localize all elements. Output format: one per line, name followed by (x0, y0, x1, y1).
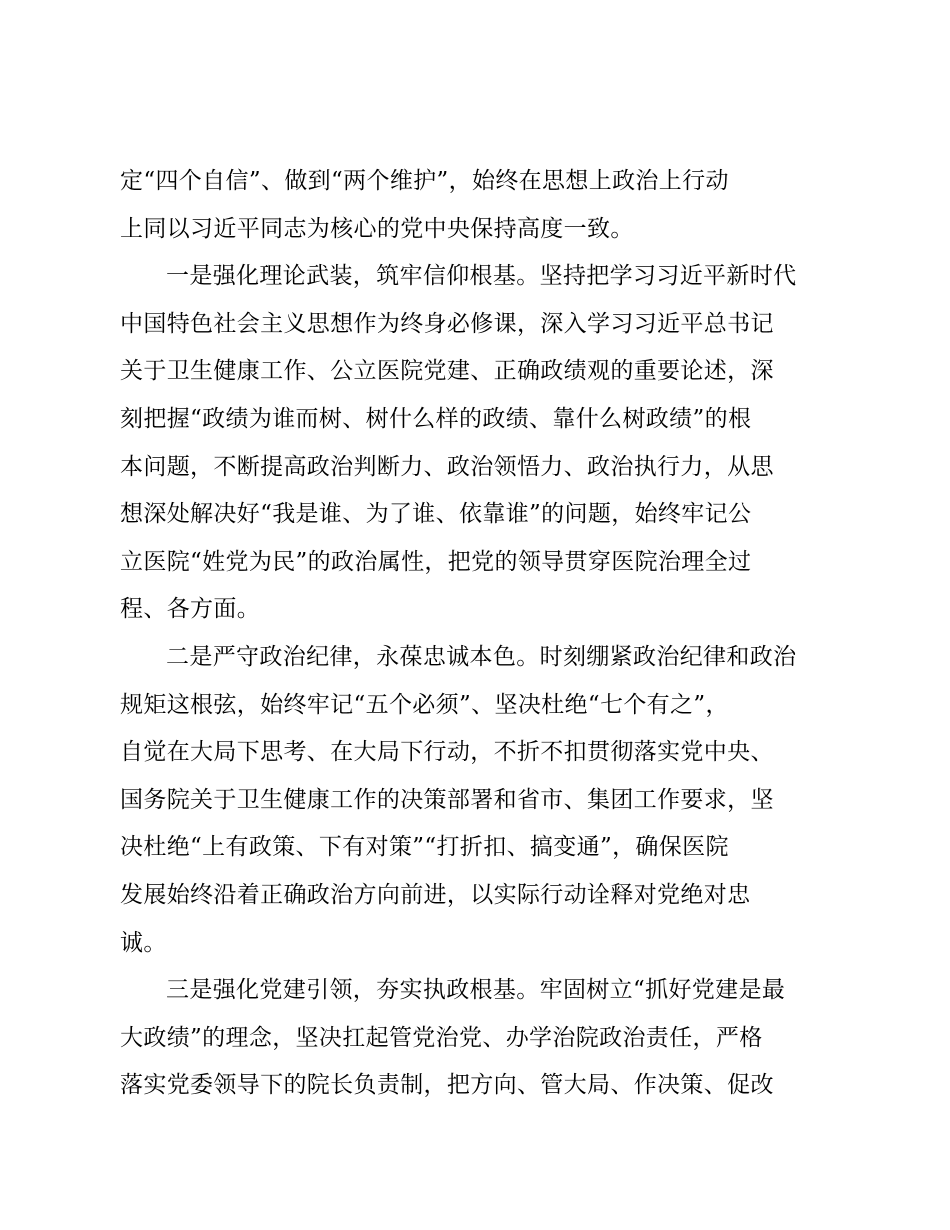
text-line: 中国特色社会主义思想作为终身必修课，深入学习习近平总书记 (120, 310, 774, 337)
text-line: 上同以习近平同志为核心的党中央保持高度一致。 (120, 215, 634, 242)
text-line: 三是强化党建引领，夯实执政根基。牢固树立“抓好党建是最 (166, 977, 786, 1004)
text-line: 国务院关于卫生健康工作的决策部署和省市、集团工作要求，坚 (120, 786, 774, 813)
paragraph-point-three (120, 967, 834, 1110)
text-line: 程、各方面。 (120, 596, 261, 623)
text-line: 决杜绝“上有政策、下有对策”“打折扣、搞变通”，确保医院 (120, 834, 729, 861)
paragraph-intro-continued (120, 158, 834, 253)
text-line: 刻把握“政绩为谁而树、树什么样的政绩、靠什么树政绩”的根 (120, 405, 752, 432)
text-line: 规矩这根弦，始终牢记“五个必须”、坚决杜绝“七个有之”， (120, 691, 729, 718)
text-line: 发展始终沿着正确政治方向前进，以实际行动诠释对党绝对忠 (120, 881, 751, 908)
text-line: 一是强化理论武装，筑牢信仰根基。坚持把学习习近平新时代 (166, 263, 797, 290)
paragraph-point-two (120, 634, 834, 967)
text-line: 立医院“姓党为民”的政治属性，把党的领导贯穿医院治理全过 (120, 548, 752, 575)
text-line: 诚。 (120, 929, 167, 956)
text-line: 二是严守政治纪律，永葆忠诚本色。时刻绷紧政治纪律和政治 (166, 643, 797, 670)
paragraph-point-one (120, 253, 834, 634)
text-line: 落实党委领导下的院长负责制，把方向、管大局、作决策、促改 (120, 1072, 774, 1099)
text-line: 自觉在大局下思考、在大局下行动，不折不扣贯彻落实党中央、 (120, 739, 774, 766)
text-line: 想深处解决好“我是谁、为了谁、依靠谁”的问题，始终牢记公 (120, 501, 752, 528)
text-line: 本问题，不断提高政治判断力、政治领悟力、政治执行力，从思 (120, 453, 774, 480)
document-body (120, 158, 834, 1110)
text-line: 定“四个自信”、做到“两个维护”，始终在思想上政治上行动 (120, 168, 729, 194)
text-line: 大政绩”的理念，坚决扛起管党治党、办学治院政治责任，严格 (120, 1024, 763, 1051)
text-line: 关于卫生健康工作、公立医院党建、正确政绩观的重要论述，深 (120, 358, 774, 385)
